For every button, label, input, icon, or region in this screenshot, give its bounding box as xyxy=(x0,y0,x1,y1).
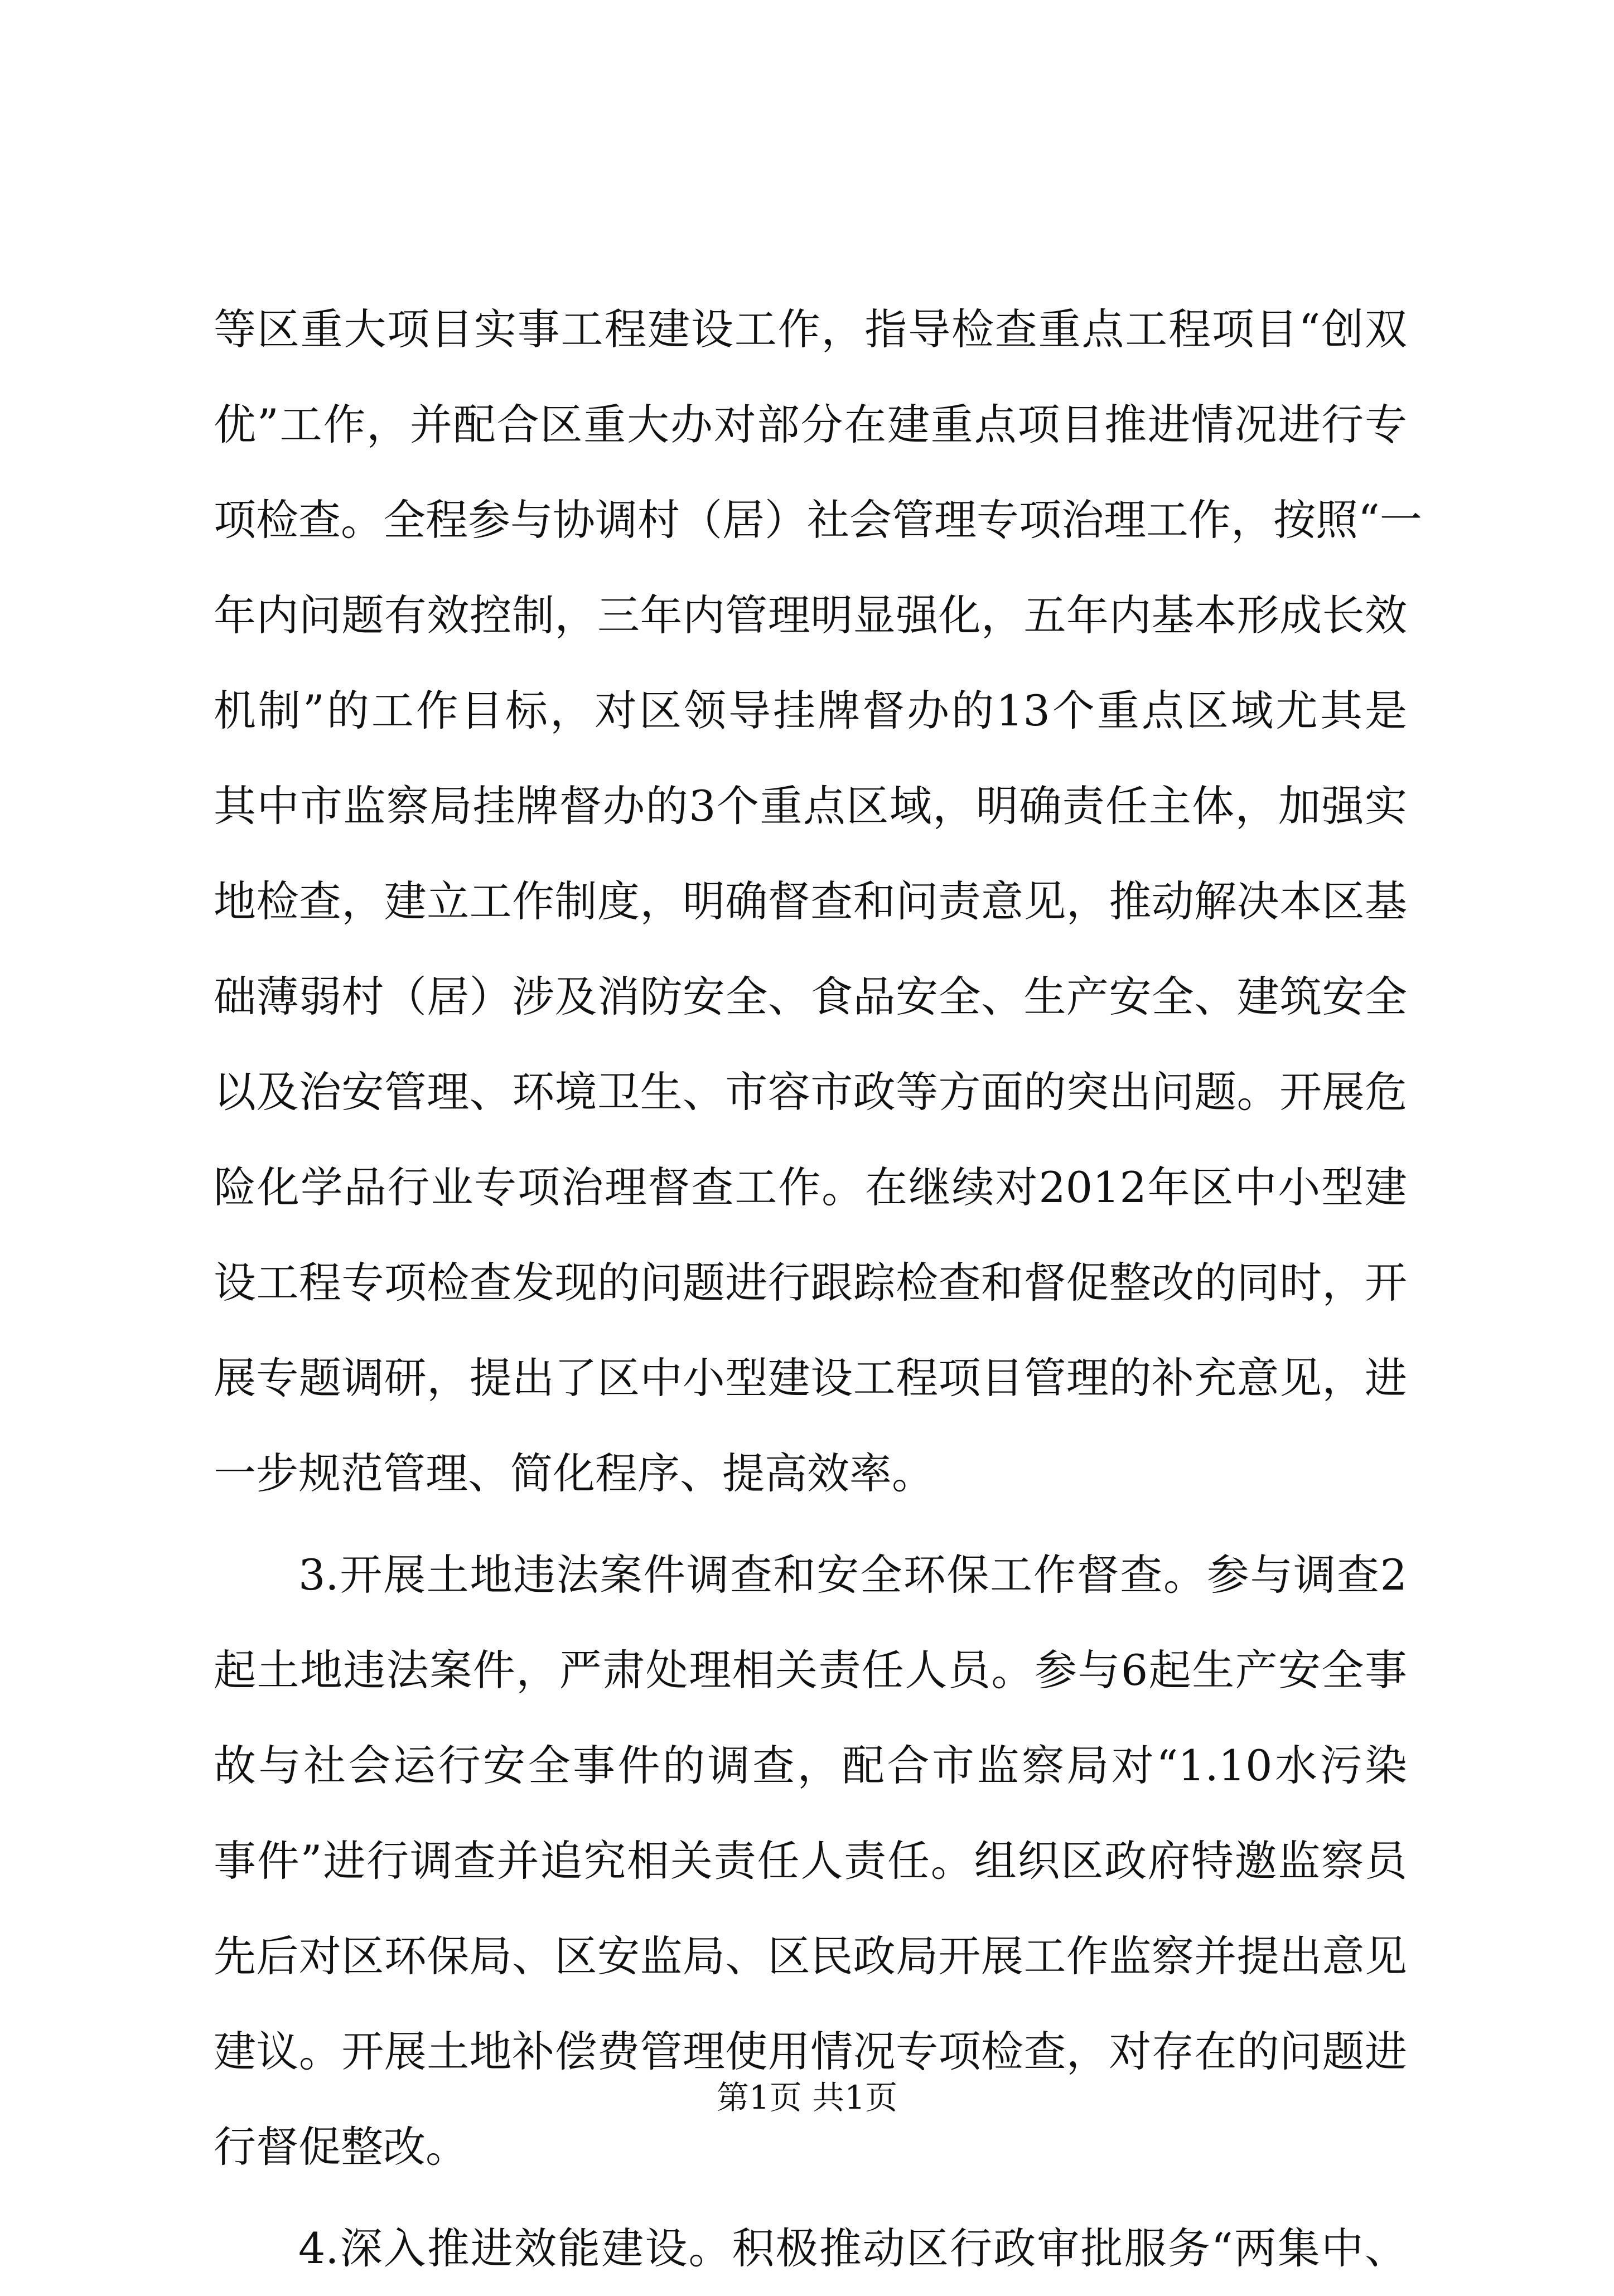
text-line: 展专题调研，提出了区中小型建设工程项目管理的补充意见，进 xyxy=(214,1353,1407,1403)
text-line: 一步规范管理、简化程序、提高效率。 xyxy=(214,1449,934,1498)
paragraph-spacer xyxy=(214,1521,1407,1527)
text-line: 项检查。全程参与协调村（居）社会管理专项治理工作，按照“一 xyxy=(214,495,1422,545)
text-line: 地检查，建立工作制度，明确督查和问责意见，推动解决本区基 xyxy=(214,876,1407,926)
text-line: 险化学品行业专项治理督查工作。在继续对2012年区中小型建 xyxy=(214,1162,1407,1212)
text-line: 机制”的工作目标，对区领导挂牌督办的13个重点区域尤其是 xyxy=(214,686,1407,735)
text-line: 以及治安管理、环境卫生、市容市政等方面的突出问题。开展危 xyxy=(214,1067,1407,1117)
paragraph-spacer xyxy=(214,2195,1407,2201)
text-line: 起土地违法案件，严肃处理相关责任人员。参与6起生产安全事 xyxy=(214,1645,1407,1695)
paragraph-continued xyxy=(214,282,1422,1521)
paragraph-heading-line: 4.深入推进效能建设。积极推动区行政审批服务“两集中、 xyxy=(298,2224,1407,2273)
paragraph-4 xyxy=(214,2201,1407,2296)
page-number-label: 第1页 共1页 xyxy=(716,2079,898,2116)
text-line: 等区重大项目实事工程建设工作，指导检查重点工程项目“创双 xyxy=(214,304,1407,354)
text-line: 先后对区环保局、区安监局、区民政局开展工作监察并提出意见 xyxy=(214,1931,1407,1981)
text-line: 优”工作，并配合区重大办对部分在建重点项目推进情况进行专 xyxy=(214,400,1407,449)
text-line: 其中市监察局挂牌督办的3个重点区域，明确责任主体，加强实 xyxy=(214,781,1407,831)
page-footer xyxy=(0,2075,1614,2120)
text-line: 建议。开展土地补偿费管理使用情况专项检查，对存在的问题进 xyxy=(214,2027,1407,2076)
text-line: 设工程专项检查发现的问题进行跟踪检查和督促整改的同时，开 xyxy=(214,1258,1407,1307)
text-line: 事件”进行调查并追究相关责任人责任。组织区政府特邀监察员 xyxy=(214,1836,1407,1886)
text-line: 年内问题有效控制，三年内管理明显强化，五年内基本形成长效 xyxy=(214,590,1407,640)
text-line: 行督促整改。 xyxy=(214,2122,468,2172)
text-line: 故与社会运行安全事件的调查，配合市监察局对“1.10水污染 xyxy=(214,1741,1407,1790)
text-line: 础薄弱村（居）涉及消防安全、食品安全、生产安全、建筑安全 xyxy=(214,972,1407,1021)
paragraph-heading-line: 3.开展土地违法案件调查和安全环保工作督查。参与调查2 xyxy=(298,1550,1407,1600)
document-body xyxy=(214,282,1422,2296)
